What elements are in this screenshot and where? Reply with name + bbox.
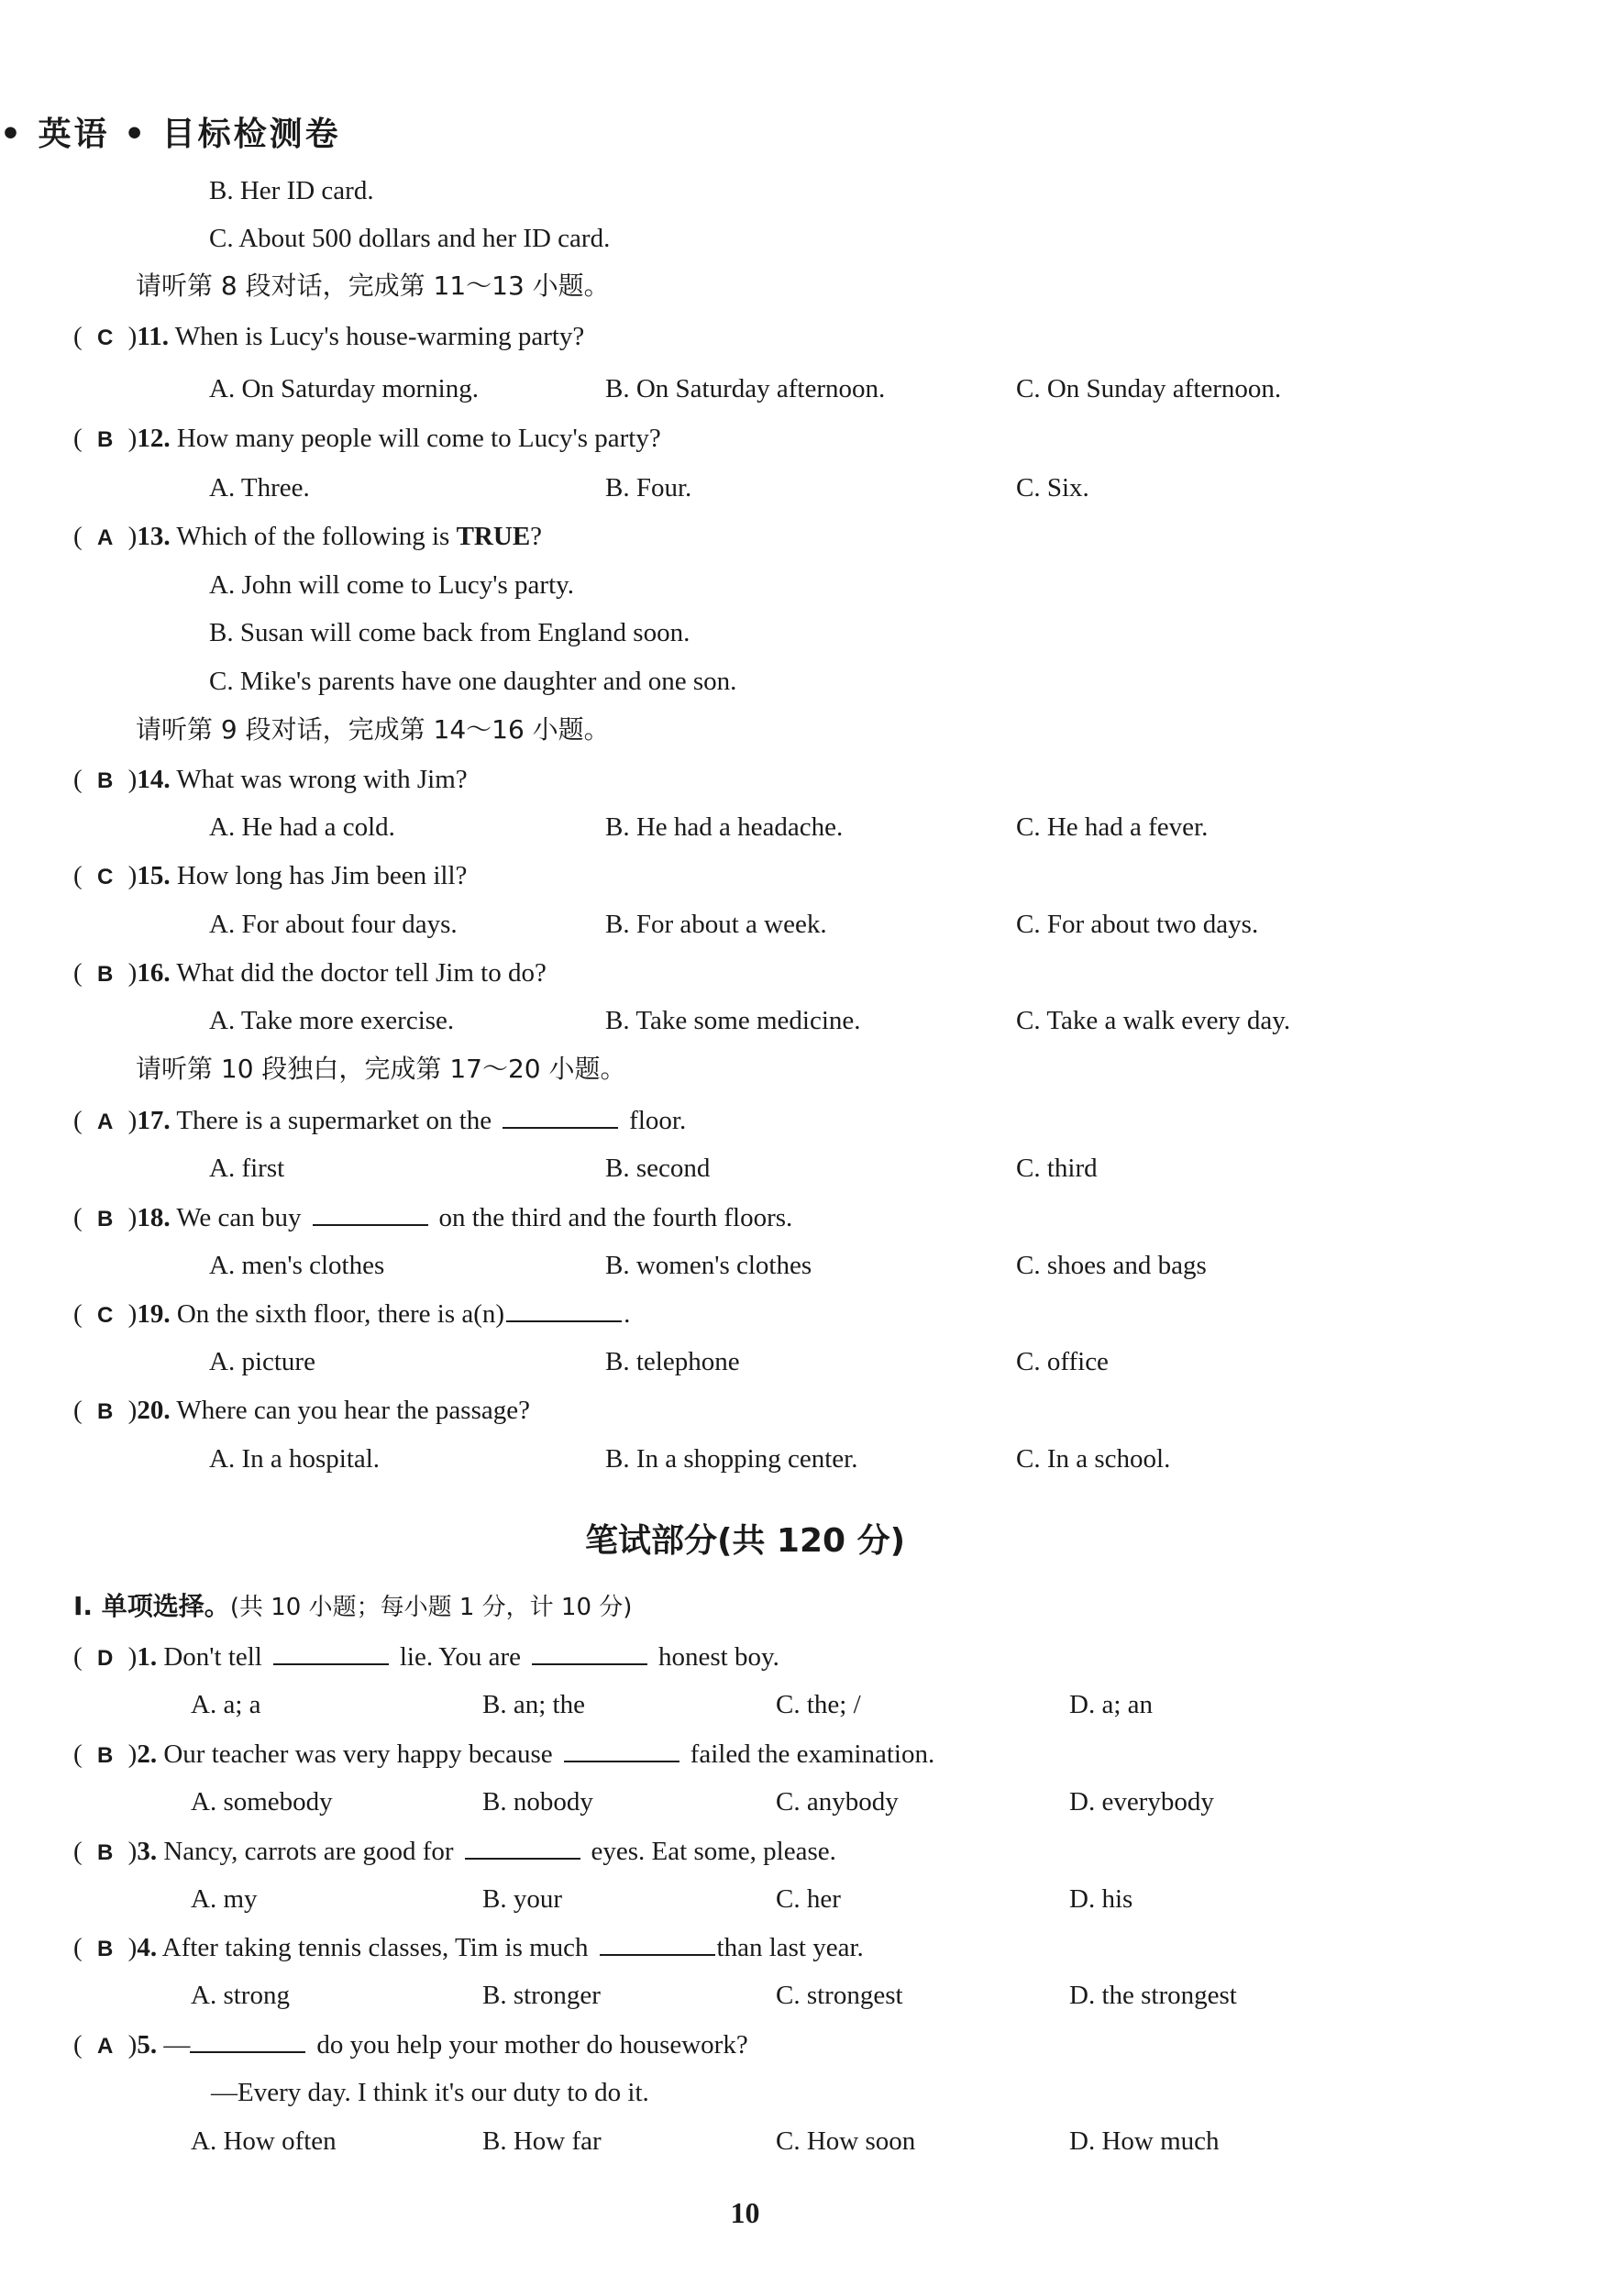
answer-mark: C (97, 865, 114, 889)
question-text: Nancy, carrots are good for (163, 1837, 454, 1866)
answer-mark: C (97, 1303, 114, 1328)
question-17: ( A )17. There is a supermarket on the floor. (73, 1103, 686, 1139)
question-text: On the sixth floor, there is a(n) (176, 1299, 505, 1329)
option-c: C. third (1016, 1154, 1098, 1183)
option-c: C. Mike's parents have one daughter and one son. (209, 667, 737, 696)
option-a: A. my (191, 1884, 258, 1914)
answer-mark: C (97, 326, 114, 350)
question-text: How long has Jim been ill? (176, 861, 468, 890)
option-a: A. John will come to Lucy's party. (209, 570, 574, 600)
question-number: 4. (137, 1933, 158, 1962)
instruction: 请听第 8 段对话，完成第 11～13 小题。 (136, 271, 610, 301)
question-number: 13. (137, 522, 171, 551)
answer-mark: A (97, 1110, 114, 1134)
question-text: — (163, 2030, 191, 2060)
option-c: C. strongest (776, 1981, 903, 2010)
option-b: B. Four. (605, 473, 692, 502)
option-a: A. a; a (191, 1690, 261, 1719)
option-d: D. a; an (1069, 1690, 1153, 1719)
part-heading (73, 1590, 632, 1624)
option-b: B. Take some medicine. (605, 1006, 861, 1035)
option-b: B. your (482, 1884, 562, 1914)
answer-mark: B (97, 1207, 114, 1231)
option-b: B. nobody (482, 1787, 593, 1817)
question-text: What did the doctor tell Jim to do? (176, 958, 547, 988)
question-text: We can buy (176, 1203, 302, 1232)
question-number: 14. (137, 765, 171, 794)
question-number: 16. (137, 958, 171, 988)
question-text-end: on the third and the fourth floors. (438, 1203, 793, 1232)
grammar-question-5: ( A )5. — do you help your mother do housework? (73, 2027, 748, 2063)
answer-mark: B (97, 427, 114, 452)
option-d: D. the strongest (1069, 1981, 1237, 2010)
question-text-end: ? (530, 522, 543, 551)
grammar-question-1: ( D )1. Don't tell lie. You are honest boy. (73, 1640, 779, 1675)
grammar-question-2: ( B )2. Our teacher was very happy because failed the examination. (73, 1737, 934, 1772)
part-note: (共 10 小题；每小题 1 分，计 10 分) (229, 1594, 633, 1621)
option-d: D. everybody (1069, 1787, 1214, 1817)
option-c: C. Six. (1016, 473, 1089, 502)
option-b: B. How far (482, 2126, 602, 2156)
page-header: • 英语 • 目标检测卷 (0, 116, 341, 153)
question-text: Don't tell (163, 1642, 262, 1672)
question-number: 5. (137, 2030, 158, 2060)
option-a: A. In a hospital. (209, 1444, 381, 1474)
option-c: C. the; / (776, 1690, 861, 1719)
answer-blank (313, 1200, 428, 1226)
option-a: A. Three. (209, 473, 310, 502)
option-a: A. How often (191, 2126, 337, 2156)
question-18: ( B )18. We can buy on the third and the fourth floors. (73, 1200, 792, 1236)
option-a: A. somebody (191, 1787, 333, 1817)
option-c: C. On Sunday afternoon. (1016, 374, 1282, 403)
question-number: 15. (137, 861, 171, 890)
option-c: C. Take a walk every day. (1016, 1006, 1291, 1035)
question-11: ( C )11. When is Lucy's house-warming party? (73, 320, 584, 355)
question-text-end: honest boy. (657, 1642, 779, 1672)
question-text: What was wrong with Jim? (176, 765, 468, 794)
question-text: Where can you hear the passage? (176, 1396, 530, 1425)
option-b: B. In a shopping center. (605, 1444, 858, 1474)
reply-line: —Every day. I think it's our duty to do it. (211, 2078, 649, 2107)
option-a: A. On Saturday morning. (209, 374, 479, 403)
option-line: C. About 500 dollars and her ID card. (209, 224, 611, 253)
question-text-end: eyes. Eat some, please. (591, 1837, 836, 1866)
option-c: C. anybody (776, 1787, 899, 1817)
question-text-end: . (624, 1299, 631, 1329)
option-c: C. For about two days. (1016, 910, 1259, 939)
answer-mark: A (97, 2034, 114, 2059)
part-title: Ⅰ. 单项选择。 (73, 1591, 230, 1621)
question-number: 20. (137, 1396, 171, 1425)
question-number: 1. (137, 1642, 158, 1672)
answer-mark: B (97, 1937, 114, 1961)
answer-blank (503, 1103, 618, 1129)
option-b: B. an; the (482, 1690, 585, 1719)
option-c: C. her (776, 1884, 841, 1914)
option-b: B. telephone (605, 1347, 740, 1376)
answer-blank (564, 1737, 679, 1762)
instruction: 请听第 10 段独白，完成第 17～20 小题。 (136, 1054, 626, 1084)
option-b: B. He had a headache. (605, 812, 844, 842)
answer-mark: B (97, 768, 114, 793)
answer-mark: B (97, 962, 114, 987)
question-text: There is a supermarket on the (176, 1106, 492, 1135)
option-a: A. first (209, 1154, 285, 1183)
answer-mark: D (97, 1646, 114, 1671)
question-text-mid: lie. You are (399, 1642, 521, 1672)
answer-blank (532, 1640, 647, 1665)
option-a: A. picture (209, 1347, 315, 1376)
emphasis-word: TRUE (456, 522, 531, 551)
question-text-end: than last year. (716, 1933, 864, 1962)
grammar-question-3: ( B )3. Nancy, carrots are good for eyes. Eat some, please. (73, 1834, 836, 1870)
option-b: B. stronger (482, 1981, 601, 2010)
answer-mark: B (97, 1399, 114, 1424)
question-number: 3. (137, 1837, 158, 1866)
answer-mark: B (97, 1840, 114, 1865)
question-text: Our teacher was very happy because (163, 1739, 553, 1769)
option-c: C. He had a fever. (1016, 812, 1209, 842)
answer-mark: B (97, 1743, 114, 1768)
question-number: 11. (137, 322, 169, 351)
option-b: B. For about a week. (605, 910, 827, 939)
question-number: 19. (137, 1299, 171, 1329)
option-c: C. How soon (776, 2126, 916, 2156)
option-b: B. second (605, 1154, 711, 1183)
question-number: 17. (137, 1106, 171, 1135)
option-d: D. his (1069, 1884, 1133, 1914)
question-19: ( C )19. On the sixth floor, there is a(n) . (73, 1297, 630, 1332)
question-number: 2. (137, 1739, 158, 1769)
question-16: ( B )16. What did the doctor tell Jim to do? (73, 956, 547, 991)
answer-blank (190, 2027, 305, 2053)
question-text-end: do you help your mother do housework? (316, 2030, 748, 2060)
option-d: D. How much (1069, 2126, 1220, 2156)
question-text: When is Lucy's house-warming party? (174, 322, 585, 351)
question-text: After taking tennis classes, Tim is much (161, 1933, 589, 1962)
question-number: 12. (137, 424, 171, 453)
option-c: C. shoes and bags (1016, 1251, 1207, 1280)
question-number: 18. (137, 1203, 171, 1232)
option-a: A. men's clothes (209, 1251, 385, 1280)
section-title: 笔试部分(共 120 分) (584, 1522, 906, 1560)
question-13: ( A )13. Which of the following is TRUE? (73, 520, 542, 555)
option-b: B. On Saturday afternoon. (605, 374, 886, 403)
option-c: C. In a school. (1016, 1444, 1171, 1474)
question-text: How many people will come to Lucy's party? (176, 424, 661, 453)
page-number: 10 (730, 2196, 760, 2229)
grammar-question-4: ( B )4. After taking tennis classes, Tim is much than last year. (73, 1930, 864, 1966)
option-a: A. For about four days. (209, 910, 458, 939)
option-a: A. Take more exercise. (209, 1006, 455, 1035)
option-b: B. Susan will come back from England soon. (209, 618, 690, 647)
question-text: Which of the following is (176, 522, 457, 551)
answer-blank (273, 1640, 389, 1665)
option-a: A. strong (191, 1981, 290, 2010)
question-text-end: failed the examination. (690, 1739, 935, 1769)
answer-mark: A (97, 525, 114, 550)
answer-blank (465, 1834, 580, 1860)
answer-blank (600, 1930, 715, 1956)
question-20: ( B )20. Where can you hear the passage? (73, 1394, 530, 1429)
answer-blank (506, 1297, 622, 1322)
option-b: B. women's clothes (605, 1251, 812, 1280)
question-12: ( B )12. How many people will come to Lucy's party? (73, 422, 661, 457)
option-c: C. office (1016, 1347, 1109, 1376)
question-text-end: floor. (629, 1106, 687, 1135)
question-15: ( C )15. How long has Jim been ill? (73, 859, 467, 894)
option-line: B. Her ID card. (209, 176, 374, 205)
question-14: ( B )14. What was wrong with Jim? (73, 763, 468, 798)
instruction: 请听第 9 段对话，完成第 14～16 小题。 (136, 714, 610, 745)
option-a: A. He had a cold. (209, 812, 395, 842)
